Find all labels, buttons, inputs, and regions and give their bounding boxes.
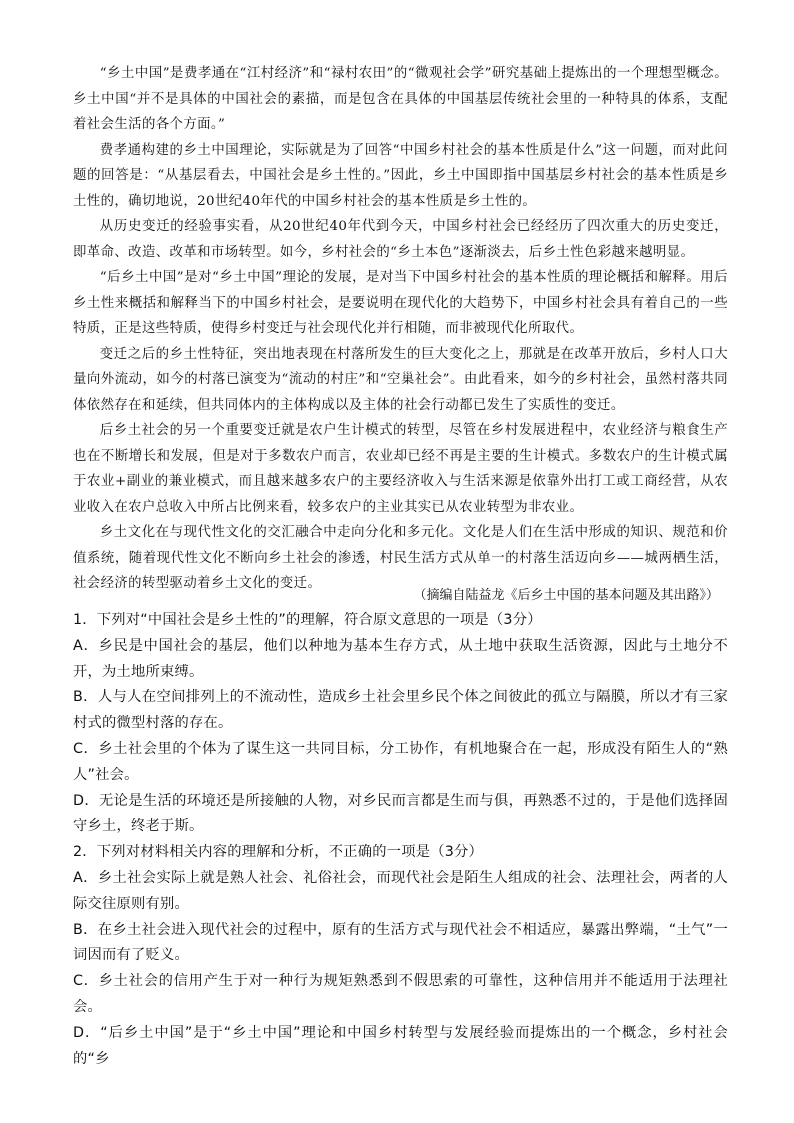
question-stem: 2．下列对材料相关内容的理解和分析，不正确的一项是（3分） xyxy=(73,844,484,861)
option-d: D．无论是生活的环境还是所接触的人物，对乡民而言都是生而与俱，再熟悉不过的，于是他们选择固守乡土，终老于斯。 xyxy=(73,792,728,835)
passage-paragraph: “后乡土中国”是对“乡土中国”理论的发展，是对当下中国乡村社会的基本性质的理论概括和解释。用后乡土性来概括和解释当下的中国乡村社会，是要说明在现代化的大趋势下，中国乡村社会具有着自己的一些特质，正是这些特质，使得乡村变迁与社会现代化并行相随，而非被现代化所取代。 xyxy=(73,270,728,336)
reading-passage xyxy=(73,61,728,597)
passage-paragraph: “乡土中国”是费孝通在“江村经济”和“禄村农田”的“微观社会学”研究基础上提炼出的一个理想型概念。乡土中国“并不是具体的中国社会的素描，而是包含在具体的中国基层传统社会里的一种特具的体系，支配着社会生活的各个方面。” xyxy=(73,66,728,132)
passage-paragraph: 变迁之后的乡土性特征，突出地表现在村落所发生的巨大变化之上，那就是在改革开放后，乡村人口大量向外流动，如今的村落已演变为“流动的村庄”和“空巢社会”。由此看来，如今的乡村社会，虽然村落共同体依然存在和延续，但共同体内的主体构成以及主体的社会行动都已发生了实质性的变迁。 xyxy=(73,346,728,413)
passage-paragraph: 后乡土社会的另一个重要变迁就是农户生计模式的转型，尽管在乡村发展进程中，农业经济与粮食生产也在不断增长和发展，但是对于多数农户而言，农业却已经不再是主要的生计模式。多数农户的生计模式属于农业+副业的兼业模式，而且越来越多农户的主要经济收入与生活来源是依靠外出打工或工商经营，从农业收入在农户总收入中所占比例来看，较多农户的主业其实已从农业转型为非农业。 xyxy=(73,423,728,515)
option-c: C．乡土社会里的个体为了谋生这一共同目标，分工协作，有机地聚合在一起，形成没有陌生人的“熟人”社会。 xyxy=(73,740,728,783)
option-a: A．乡土社会实际上就是熟人社会、礼俗社会，而现代社会是陌生人组成的社会、法理社会，两者的人际交往原则有别。 xyxy=(73,869,728,912)
question-1 xyxy=(73,608,728,840)
question-2 xyxy=(73,840,728,1072)
question-list xyxy=(73,608,728,1072)
option-c: C．乡土社会的信用产生于对一种行为规矩熟悉到不假思索的可靠性，这种信用并不能适用于法理社会。 xyxy=(73,973,728,1015)
option-b: B．人与人在空间排列上的不流动性，造成乡土社会里乡民个体之间彼此的孤立与隔膜，所以才有三家村式的微型村落的存在。 xyxy=(73,689,728,732)
option-b: B．在乡土社会进入现代社会的过程中，原有的生活方式与现代社会不相适应，暴露出弊端，“土气”一词因而有了贬义。 xyxy=(73,921,728,964)
question-stem: 1．下列对“中国社会是乡土性的”的理解，符合原文意思的一项是（3分） xyxy=(73,612,542,628)
passage-paragraph: 费孝通构建的乡土中国理论，实际就是为了回答“中国乡村社会的基本性质是什么”这一问题，而对此问题的回答是：“从基层看去，中国社会是乡土性的。”因此，乡土中国即指中国基层乡村社会的基本性质是乡土性的，确切地说，20世纪40年代的中国乡村社会的基本性质是乡土性的。 xyxy=(73,142,728,209)
passage-paragraph: 乡土文化在与现代性文化的交汇融合中走向分化和多元化。文化是人们在生活中形成的知识、规范和价值系统，随着现代性文化不断向乡土社会的渗透，村民生活方式从单一的村落生活迈向乡——城两栖生活，社会经济的转型驱动着乡土文化的变迁。 xyxy=(73,525,728,591)
option-d: D．“后乡土中国”是于“乡土中国”理论和中国乡村转型与发展经验而提炼出的一个概念，乡村社会的“乡 xyxy=(73,1024,728,1067)
passage-source-citation: （摘编自陆益龙《后乡土中国的基本问题及其出路》） xyxy=(413,588,719,603)
option-a: A．乡民是中国社会的基层，他们以种地为基本生存方式，从土地中获取生活资源，因此与土地分不开，为土地所束缚。 xyxy=(73,637,728,680)
passage-paragraph: 从历史变迁的经验事实看，从20世纪40年代到今天，中国乡村社会已经经历了四次重大的历史变迁，即革命、改造、改革和市场转型。如今，乡村社会的“乡土本色”逐渐淡去，后乡土性色彩越来越明显。 xyxy=(73,219,728,260)
